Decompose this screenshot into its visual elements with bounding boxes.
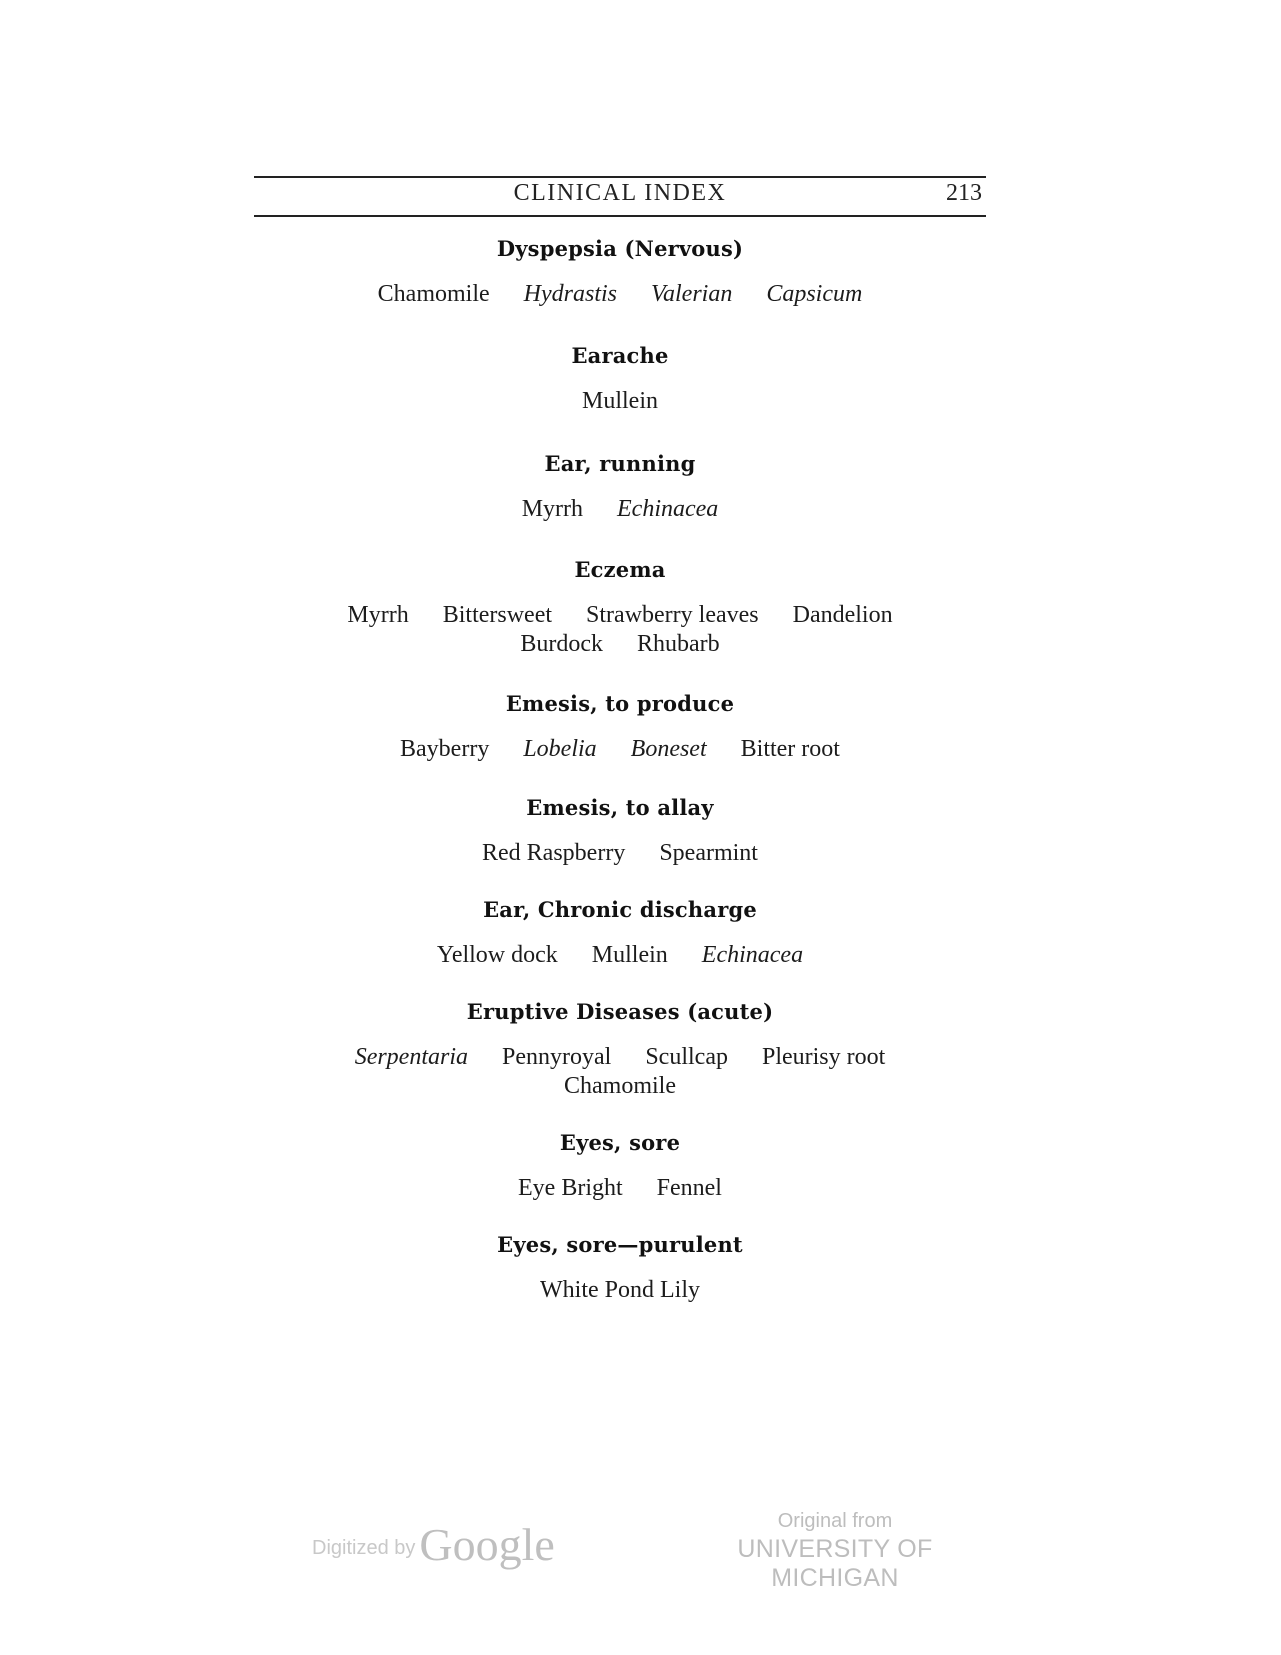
remedy-name: Mullein <box>591 942 668 968</box>
remedy-line <box>0 734 1240 765</box>
index-entry <box>0 897 1240 971</box>
remedy-line <box>0 386 1240 417</box>
remedy-line <box>0 1071 1240 1102</box>
digitized-by-label: Digitized by <box>312 1537 416 1559</box>
index-entry <box>0 343 1240 417</box>
index-entry <box>0 236 1240 310</box>
university-name: UNIVERSITY OF MICHIGAN <box>737 1535 933 1592</box>
remedy-name: Mullein <box>582 388 658 414</box>
remedy-line <box>0 279 1240 310</box>
remedy-name: Burdock <box>520 631 603 657</box>
remedy-name: Capsicum <box>766 281 863 307</box>
remedy-name: Yellow dock <box>436 942 558 968</box>
index-entry <box>0 1232 1240 1306</box>
original-from-watermark <box>700 1510 970 1593</box>
remedy-name: Chamomile <box>377 281 490 307</box>
remedy-line <box>0 1275 1240 1306</box>
running-head: CLINICAL INDEX <box>513 180 727 206</box>
remedy-name: Myrrh <box>347 602 409 628</box>
remedy-name: Bayberry <box>400 736 490 762</box>
remedy-name: Boneset <box>630 736 707 762</box>
header-rule-top <box>254 176 986 178</box>
entry-heading: Eczema <box>574 557 666 582</box>
entry-heading: Dyspepsia (Nervous) <box>496 236 744 261</box>
index-entry <box>0 795 1240 869</box>
entry-heading: Earache <box>571 343 669 368</box>
remedy-name: Hydrastis <box>523 281 617 307</box>
remedy-name: Fennel <box>656 1175 722 1201</box>
remedy-name: Scullcap <box>645 1044 728 1070</box>
remedy-name: Eye Bright <box>518 1175 623 1201</box>
remedy-name: Spearmint <box>659 840 758 866</box>
entry-heading: Ear, running <box>544 451 696 476</box>
remedy-name: White Pond Lily <box>540 1277 700 1303</box>
remedy-line <box>0 494 1240 525</box>
remedy-name: Strawberry leaves <box>586 602 759 628</box>
index-entry <box>0 999 1240 1102</box>
entry-heading: Ear, Chronic discharge <box>483 897 757 922</box>
remedy-line <box>0 600 1240 631</box>
entry-heading: Eyes, sore <box>559 1130 681 1155</box>
index-entry <box>0 557 1240 660</box>
digitized-by-watermark <box>312 1518 555 1571</box>
header-rule-bottom <box>254 215 986 217</box>
page-number: 213 <box>946 180 982 206</box>
remedy-name: Chamomile <box>564 1073 676 1099</box>
remedy-name: Echinacea <box>617 496 719 522</box>
remedy-line <box>0 940 1240 971</box>
index-entry <box>0 451 1240 525</box>
remedy-line <box>0 629 1240 660</box>
entry-heading: Eruptive Diseases (acute) <box>466 999 774 1024</box>
remedy-line <box>0 838 1240 869</box>
original-from-label: Original from <box>777 1510 893 1532</box>
remedy-name: Pleurisy root <box>761 1044 886 1070</box>
entry-heading: Emesis, to produce <box>505 691 735 716</box>
index-entry <box>0 1130 1240 1204</box>
entry-heading: Emesis, to allay <box>526 795 714 820</box>
remedy-line <box>0 1042 1240 1073</box>
entry-heading: Eyes, sore—purulent <box>497 1232 743 1257</box>
remedy-name: Serpentaria <box>354 1044 469 1070</box>
remedy-name: Red Raspberry <box>482 840 626 866</box>
index-entry <box>0 691 1240 765</box>
remedy-line <box>0 1173 1240 1204</box>
remedy-name: Valerian <box>651 281 733 307</box>
google-logo: Google <box>419 1519 555 1570</box>
remedy-name: Echinacea <box>701 942 804 968</box>
remedy-name: Rhubarb <box>637 631 720 657</box>
remedy-name: Dandelion <box>792 602 893 628</box>
remedy-name: Lobelia <box>523 736 597 762</box>
remedy-name: Myrrh <box>521 496 584 522</box>
remedy-name: Bittersweet <box>442 602 553 628</box>
remedy-name: Bitter root <box>740 736 840 762</box>
remedy-name: Pennyroyal <box>502 1044 612 1070</box>
